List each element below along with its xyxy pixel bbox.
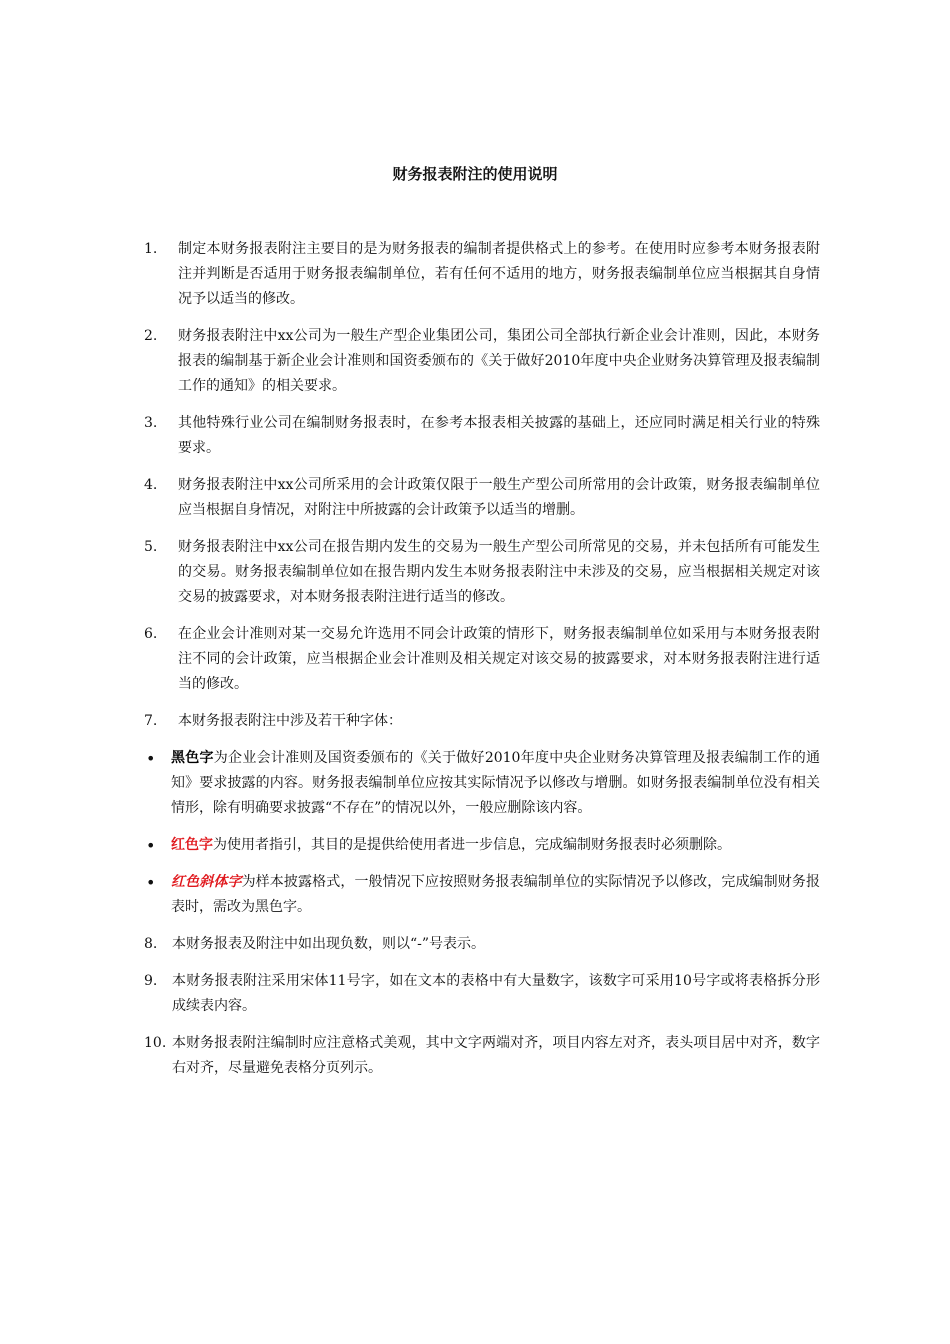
item-number: 4. <box>144 477 158 493</box>
list-item-7 <box>144 709 820 734</box>
item-number: 5. <box>144 539 158 555</box>
item-text: 在企业会计准则对某一交易允许选用不同会计政策的情形下，财务报表编制单位如采用与本财务报表附注不同的会计政策，应当根据企业会计准则及相关规定对该交易的披露要求，对本财务报表附注进行适当的修改。 <box>178 626 820 692</box>
bullet-text <box>171 833 820 858</box>
list-item-6 <box>144 622 820 697</box>
item-text: 财务报表附注中xx公司在报告期内发生的交易为一般生产型公司所常见的交易，并未包括所有可能发生的交易。财务报表编制单位如在报告期内发生本财务报表附注中未涉及的交易，应当根据相关规定对该交易的披露要求，对本财务报表附注进行适当的修改。 <box>178 539 820 605</box>
item-number: 10. <box>144 1035 167 1051</box>
bullet-item-red-italic-text <box>144 870 820 920</box>
item-text: 财务报表附注中xx公司为一般生产型企业集团公司，集团公司全部执行新企业会计准则，因此，本财务报表的编制基于新企业会计准则和国资委颁布的《关于做好2010年度中央企业财务决算管理及报表编制工作的通知》的相关要求。 <box>178 328 820 394</box>
document-title: 财务报表附注的使用说明 <box>392 165 558 183</box>
item-number: 8. <box>144 936 158 952</box>
bullet-text <box>171 746 820 821</box>
list-item-3 <box>144 411 820 461</box>
list-item-8 <box>144 932 820 957</box>
item-number: 1. <box>144 241 158 257</box>
bullet-icon: • <box>146 836 156 855</box>
item-text: 本财务报表附注编制时应注意格式美观，其中文字两端对齐，项目内容左对齐，表头项目居中对齐，数字右对齐，尽量避免表格分页列示。 <box>172 1035 820 1076</box>
keyword-red-italic-text: 红色斜体字 <box>171 874 242 890</box>
bullet-icon: • <box>146 873 156 892</box>
list-item-4 <box>144 473 820 523</box>
instruction-list <box>144 237 820 1093</box>
item-number: 3. <box>144 415 158 431</box>
item-number: 9. <box>144 973 158 989</box>
bullet-description: 为企业会计准则及国资委颁布的《关于做好2010年度中央企业财务决算管理及报表编制工作的通知》要求披露的内容。财务报表编制单位应按其实际情况予以修改与增删。如财务报表编制单位没有相关情形，除有明确要求披露“不存在”的情况以外，一般应删除该内容。 <box>171 750 820 816</box>
keyword-red-text: 红色字 <box>171 837 213 853</box>
list-item-9 <box>144 969 820 1019</box>
list-item-10 <box>144 1031 820 1081</box>
bullet-item-red-text <box>144 833 820 858</box>
list-item-1 <box>144 237 820 312</box>
bullet-description: 为使用者指引，其目的是提供给使用者进一步信息，完成编制财务报表时必须删除。 <box>213 837 731 853</box>
list-item-5 <box>144 535 820 610</box>
item-text: 本财务报表附注中涉及若干种字体： <box>178 713 402 729</box>
bullet-item-black-text <box>144 746 820 821</box>
keyword-black-text: 黑色字 <box>171 750 214 766</box>
item-number: 6. <box>144 626 158 642</box>
bullet-text <box>171 870 820 920</box>
bullet-description: 为样本披露格式，一般情况下应按照财务报表编制单位的实际情况予以修改，完成编制财务报表时，需改为黑色字。 <box>171 874 821 915</box>
item-text: 财务报表附注中xx公司所采用的会计政策仅限于一般生产型公司所常用的会计政策，财务报表编制单位应当根据自身情况，对附注中所披露的会计政策予以适当的增删。 <box>178 477 820 518</box>
item-number: 7. <box>144 713 158 729</box>
list-item-2 <box>144 324 820 399</box>
bullet-icon: • <box>146 749 156 768</box>
item-text: 本财务报表及附注中如出现负数，则以“-”号表示。 <box>172 936 486 952</box>
item-number: 2. <box>144 328 158 344</box>
item-text: 其他特殊行业公司在编制财务报表时，在参考本报表相关披露的基础上，还应同时满足相关行业的特殊要求。 <box>178 415 820 456</box>
item-text: 本财务报表附注采用宋体11号字，如在文本的表格中有大量数字，该数字可采用10号字或将表格拆分形成续表内容。 <box>172 973 820 1014</box>
item-text: 制定本财务报表附注主要目的是为财务报表的编制者提供格式上的参考。在使用时应参考本财务报表附注并判断是否适用于财务报表编制单位，若有任何不适用的地方，财务报表编制单位应当根据其自身情况予以适当的修改。 <box>178 241 820 307</box>
